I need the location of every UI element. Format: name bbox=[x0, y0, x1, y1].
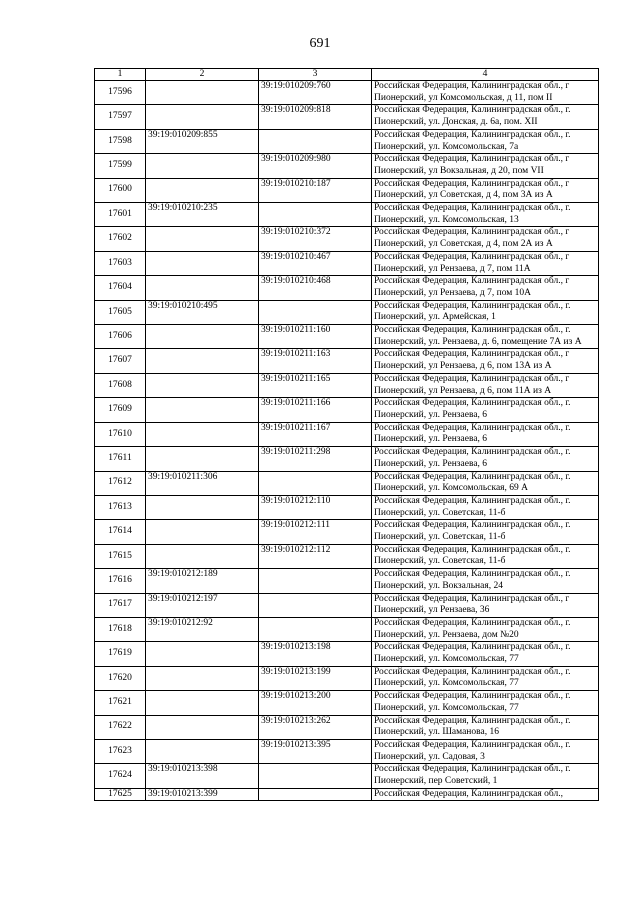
table-row bbox=[95, 617, 599, 641]
table-row bbox=[95, 447, 599, 471]
table-row bbox=[95, 300, 599, 324]
cadastral-number-cell: 39:19:010213:198 bbox=[259, 642, 372, 666]
address-cell: Российская Федерация, Калининградская обл., г. Пионерский, ул. Рензаева, дом №20 bbox=[372, 617, 599, 641]
address-cell: Российская Федерация, Калининградская обл., г. Пионерский, ул. Советская, 11-б bbox=[372, 544, 599, 568]
cadastral-number-cell: 39:19:010211:166 bbox=[259, 398, 372, 422]
table-row bbox=[95, 544, 599, 568]
cadastral-number-cell: 39:19:010209:760 bbox=[259, 81, 372, 105]
row-number-cell: 17621 bbox=[95, 691, 146, 715]
cadastral-number-cell bbox=[146, 178, 259, 202]
cadastral-number-cell: 39:19:010211:160 bbox=[259, 325, 372, 349]
cadastral-number-cell: 39:19:010212:110 bbox=[259, 495, 372, 519]
address-cell: Российская Федерация, Калининградская обл., г. Пионерский, ул. Комсомольская, 13 bbox=[372, 203, 599, 227]
row-number-cell: 17622 bbox=[95, 715, 146, 739]
column-header: 4 bbox=[372, 69, 599, 81]
address-cell: Российская Федерация, Калининградская обл., г. Пионерский, ул. Вокзальная, 24 bbox=[372, 569, 599, 593]
table-row bbox=[95, 81, 599, 105]
cadastral-number-cell: 39:19:010210:467 bbox=[259, 251, 372, 275]
row-number-cell: 17610 bbox=[95, 422, 146, 446]
row-number-cell: 17601 bbox=[95, 203, 146, 227]
cadastral-number-cell: 39:19:010210:495 bbox=[146, 300, 259, 324]
address-cell: Российская Федерация, Калининградская обл., г. Пионерский, ул. Рензаева, 6 bbox=[372, 422, 599, 446]
table-row bbox=[95, 471, 599, 495]
row-number-cell: 17603 bbox=[95, 251, 146, 275]
cadastral-number-cell: 39:19:010210:235 bbox=[146, 203, 259, 227]
address-cell: Российская Федерация, Калининградская обл., г Пионерский, ул Рензаева, д 7, пом 11А bbox=[372, 251, 599, 275]
cadastral-number-cell bbox=[146, 422, 259, 446]
row-number-cell: 17602 bbox=[95, 227, 146, 251]
address-cell: Российская Федерация, Калининградская обл., г. Пионерский, ул. Донская, д. 6а, пом. XII bbox=[372, 105, 599, 129]
cadastral-number-cell: 39:19:010213:399 bbox=[146, 788, 259, 801]
row-number-cell: 17600 bbox=[95, 178, 146, 202]
cadastral-number-cell bbox=[146, 520, 259, 544]
row-number-cell: 17613 bbox=[95, 495, 146, 519]
row-number-cell: 17596 bbox=[95, 81, 146, 105]
row-number-cell: 17614 bbox=[95, 520, 146, 544]
cadastral-number-cell bbox=[146, 691, 259, 715]
table-row bbox=[95, 569, 599, 593]
cadastral-number-cell bbox=[146, 154, 259, 178]
table-row bbox=[95, 154, 599, 178]
cadastral-number-cell: 39:19:010213:200 bbox=[259, 691, 372, 715]
row-number-cell: 17611 bbox=[95, 447, 146, 471]
cadastral-number-cell: 39:19:010213:398 bbox=[146, 764, 259, 788]
row-number-cell: 17612 bbox=[95, 471, 146, 495]
table-row bbox=[95, 203, 599, 227]
cadastral-number-cell bbox=[259, 129, 372, 153]
table-row bbox=[95, 788, 599, 801]
cadastral-number-cell: 39:19:010213:262 bbox=[259, 715, 372, 739]
cadastral-number-cell: 39:19:010209:980 bbox=[259, 154, 372, 178]
row-number-cell: 17617 bbox=[95, 593, 146, 617]
cadastral-number-cell bbox=[259, 569, 372, 593]
table-row bbox=[95, 764, 599, 788]
column-header: 1 bbox=[95, 69, 146, 81]
cadastral-number-cell bbox=[146, 398, 259, 422]
address-cell: Российская Федерация, Калининградская обл., г. Пионерский, ул. Комсомольская, 77 bbox=[372, 642, 599, 666]
cadastral-number-cell: 39:19:010211:167 bbox=[259, 422, 372, 446]
cadastral-number-cell bbox=[146, 495, 259, 519]
row-number-cell: 17625 bbox=[95, 788, 146, 801]
cadastral-number-cell bbox=[259, 471, 372, 495]
cadastral-number-cell bbox=[259, 788, 372, 801]
address-cell: Российская Федерация, Калининградская обл., bbox=[372, 788, 599, 801]
table-row bbox=[95, 129, 599, 153]
address-cell: Российская Федерация, Калининградская обл., г. Пионерский, ул. Рензаева, 6 bbox=[372, 447, 599, 471]
address-cell: Российская Федерация, Калининградская обл., г. Пионерский, ул. Рензаева, д. 6, помещение 7А из А bbox=[372, 325, 599, 349]
registry-table bbox=[94, 68, 599, 801]
cadastral-number-cell: 39:19:010210:187 bbox=[259, 178, 372, 202]
cadastral-number-cell bbox=[146, 373, 259, 397]
address-cell: Российская Федерация, Калининградская обл., г Пионерский, ул Рензаева, д 6, пом 13А из А bbox=[372, 349, 599, 373]
address-cell: Российская Федерация, Калининградская обл., г. Пионерский, ул. Комсомольская, 69 А bbox=[372, 471, 599, 495]
table-header-row bbox=[95, 69, 599, 81]
row-number-cell: 17620 bbox=[95, 666, 146, 690]
table-row bbox=[95, 276, 599, 300]
table-row bbox=[95, 325, 599, 349]
cadastral-number-cell bbox=[146, 544, 259, 568]
cadastral-number-cell bbox=[146, 715, 259, 739]
cadastral-number-cell bbox=[146, 666, 259, 690]
row-number-cell: 17597 bbox=[95, 105, 146, 129]
row-number-cell: 17604 bbox=[95, 276, 146, 300]
table-row bbox=[95, 398, 599, 422]
table-row bbox=[95, 715, 599, 739]
table-row bbox=[95, 373, 599, 397]
address-cell: Российская Федерация, Калининградская обл., г Пионерский, ул Комсомольская, д 11, пом II bbox=[372, 81, 599, 105]
cadastral-number-cell: 39:19:010211:163 bbox=[259, 349, 372, 373]
row-number-cell: 17606 bbox=[95, 325, 146, 349]
row-number-cell: 17605 bbox=[95, 300, 146, 324]
row-number-cell: 17624 bbox=[95, 764, 146, 788]
cadastral-number-cell: 39:19:010212:92 bbox=[146, 617, 259, 641]
address-cell: Российская Федерация, Калининградская обл., г. Пионерский, пер Советский, 1 bbox=[372, 764, 599, 788]
cadastral-number-cell: 39:19:010213:199 bbox=[259, 666, 372, 690]
cadastral-number-cell: 39:19:010209:818 bbox=[259, 105, 372, 129]
cadastral-number-cell: 39:19:010212:197 bbox=[146, 593, 259, 617]
address-cell: Российская Федерация, Калининградская обл., г Пионерский, ул Вокзальная, д 20, пом VII bbox=[372, 154, 599, 178]
address-cell: Российская Федерация, Калининградская обл., г. Пионерский, ул. Комсомольская, 77 bbox=[372, 691, 599, 715]
row-number-cell: 17618 bbox=[95, 617, 146, 641]
cadastral-number-cell bbox=[259, 300, 372, 324]
table-row bbox=[95, 227, 599, 251]
row-number-cell: 17598 bbox=[95, 129, 146, 153]
cadastral-number-cell bbox=[259, 764, 372, 788]
row-number-cell: 17623 bbox=[95, 739, 146, 763]
address-cell: Российская Федерация, Калининградская обл., г Пионерский, ул Советская, д 4, пом 3А из А bbox=[372, 178, 599, 202]
cadastral-number-cell bbox=[259, 617, 372, 641]
page-number: 691 bbox=[309, 36, 331, 51]
cadastral-number-cell bbox=[259, 203, 372, 227]
cadastral-number-cell: 39:19:010211:306 bbox=[146, 471, 259, 495]
address-cell: Российская Федерация, Калининградская обл., г. Пионерский, ул. Советская, 11-б bbox=[372, 520, 599, 544]
table-row bbox=[95, 495, 599, 519]
cadastral-number-cell bbox=[146, 349, 259, 373]
cadastral-number-cell bbox=[146, 642, 259, 666]
column-header: 2 bbox=[146, 69, 259, 81]
address-cell: Российская Федерация, Калининградская обл., г. Пионерский, ул. Садовая, 3 bbox=[372, 739, 599, 763]
address-cell: Российская Федерация, Калининградская обл., г. Пионерский, ул. Советская, 11-б bbox=[372, 495, 599, 519]
cadastral-number-cell bbox=[146, 325, 259, 349]
row-number-cell: 17609 bbox=[95, 398, 146, 422]
address-cell: Российская Федерация, Калининградская обл., г. Пионерский, ул. Комсомольская, 77 bbox=[372, 666, 599, 690]
cadastral-number-cell: 39:19:010212:112 bbox=[259, 544, 372, 568]
address-cell: Российская Федерация, Калининградская обл., г Пионерский, ул Советская, д 4, пом 2А из А bbox=[372, 227, 599, 251]
row-number-cell: 17615 bbox=[95, 544, 146, 568]
cadastral-number-cell bbox=[146, 739, 259, 763]
cadastral-number-cell bbox=[259, 593, 372, 617]
address-cell: Российская Федерация, Калининградская обл., г. Пионерский, ул. Армейская, 1 bbox=[372, 300, 599, 324]
table-row bbox=[95, 593, 599, 617]
row-number-cell: 17616 bbox=[95, 569, 146, 593]
cadastral-number-cell: 39:19:010213:395 bbox=[259, 739, 372, 763]
table-row bbox=[95, 422, 599, 446]
table-row bbox=[95, 520, 599, 544]
address-cell: Российская Федерация, Калининградская обл., г Пионерский, ул Рензаева, 36 bbox=[372, 593, 599, 617]
cadastral-number-cell bbox=[146, 447, 259, 471]
address-cell: Российская Федерация, Калининградская обл., г. Пионерский, ул. Шаманова, 16 bbox=[372, 715, 599, 739]
address-cell: Российская Федерация, Калининградская обл., г. Пионерский, ул. Рензаева, 6 bbox=[372, 398, 599, 422]
cadastral-number-cell: 39:19:010212:189 bbox=[146, 569, 259, 593]
cadastral-number-cell bbox=[146, 105, 259, 129]
table-row bbox=[95, 349, 599, 373]
address-cell: Российская Федерация, Калининградская обл., г. Пионерский, ул. Комсомольская, 7а bbox=[372, 129, 599, 153]
cadastral-number-cell: 39:19:010210:468 bbox=[259, 276, 372, 300]
cadastral-number-cell: 39:19:010211:165 bbox=[259, 373, 372, 397]
cadastral-number-cell: 39:19:010210:372 bbox=[259, 227, 372, 251]
cadastral-number-cell bbox=[146, 251, 259, 275]
cadastral-number-cell bbox=[146, 81, 259, 105]
column-header: 3 bbox=[259, 69, 372, 81]
table-row bbox=[95, 178, 599, 202]
cadastral-number-cell: 39:19:010211:298 bbox=[259, 447, 372, 471]
address-cell: Российская Федерация, Калининградская обл., г Пионерский, ул Рензаева, д 7, пом 10А bbox=[372, 276, 599, 300]
row-number-cell: 17619 bbox=[95, 642, 146, 666]
table-row bbox=[95, 251, 599, 275]
table-row bbox=[95, 105, 599, 129]
table-row bbox=[95, 666, 599, 690]
cadastral-number-cell bbox=[146, 276, 259, 300]
cadastral-number-cell: 39:19:010209:855 bbox=[146, 129, 259, 153]
address-cell: Российская Федерация, Калининградская обл., г Пионерский, ул Рензаева, д 6, пом 11А из А bbox=[372, 373, 599, 397]
table-row bbox=[95, 739, 599, 763]
cadastral-number-cell bbox=[146, 227, 259, 251]
row-number-cell: 17599 bbox=[95, 154, 146, 178]
table-row bbox=[95, 691, 599, 715]
table-row bbox=[95, 642, 599, 666]
row-number-cell: 17608 bbox=[95, 373, 146, 397]
row-number-cell: 17607 bbox=[95, 349, 146, 373]
cadastral-number-cell: 39:19:010212:111 bbox=[259, 520, 372, 544]
